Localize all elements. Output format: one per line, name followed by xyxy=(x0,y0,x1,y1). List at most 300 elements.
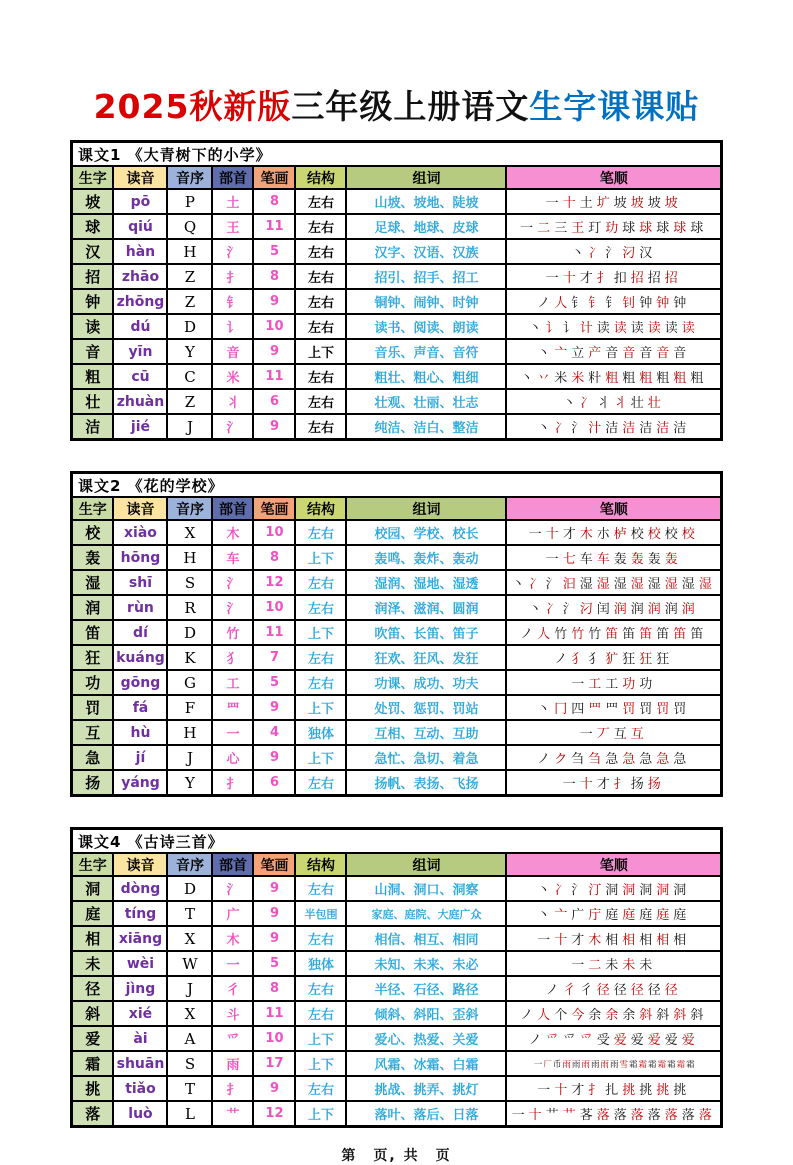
words-cell: 铜钟、闹钟、时钟 xyxy=(346,289,506,314)
structure-cell: 独体 xyxy=(295,720,346,745)
stroke-order-cell xyxy=(506,214,721,239)
stroke-glyph: 粗 xyxy=(690,371,704,387)
structure-cell: 左右 xyxy=(295,389,346,414)
stroke-glyph: 未 xyxy=(639,958,653,974)
stroke-glyph: 汈 xyxy=(579,602,593,618)
char-cell: 罚 xyxy=(71,695,113,720)
strokes-cell: 8 xyxy=(253,264,295,289)
column-header-char: 生字 xyxy=(71,166,113,189)
stroke-glyph: 冫 xyxy=(588,246,602,262)
pinyin-cell: dú xyxy=(113,314,167,339)
pinyin-cell: luò xyxy=(113,1101,167,1127)
char-cell: 壮 xyxy=(71,389,113,414)
stroke-glyph: 未 xyxy=(622,958,636,974)
stroke-glyph: 币 xyxy=(552,1059,562,1070)
stroke-glyph: 斜 xyxy=(656,1008,670,1024)
strokes-cell: 9 xyxy=(253,876,295,901)
stroke-order-cell xyxy=(506,620,721,645)
stroke-glyph: 冫 xyxy=(579,396,593,412)
stroke-glyph: 润 xyxy=(630,602,644,618)
stroke-glyph: 急 xyxy=(673,752,687,768)
stroke-glyph: 玎 xyxy=(588,221,602,237)
stroke-glyph: 爫 xyxy=(579,1033,593,1049)
words-cell: 润泽、滋润、圆润 xyxy=(346,595,506,620)
stroke-glyph: 罒 xyxy=(605,702,619,718)
initial-cell: J xyxy=(167,414,212,440)
structure-cell: 左右 xyxy=(295,976,346,1001)
structure-cell: 左右 xyxy=(295,189,346,214)
table-row xyxy=(71,770,721,796)
pinyin-cell: tíng xyxy=(113,901,167,926)
stroke-glyph: 才 xyxy=(571,1083,585,1099)
page-title xyxy=(0,0,793,127)
structure-cell: 左右 xyxy=(295,926,346,951)
stroke-glyph: 径 xyxy=(630,983,644,999)
stroke-glyph: 栌 xyxy=(613,527,627,543)
stroke-glyph: 坡 xyxy=(613,196,627,212)
table-row xyxy=(71,314,721,339)
structure-cell: 左右 xyxy=(295,364,346,389)
radical-cell: 音 xyxy=(212,339,253,364)
pinyin-cell: yáng xyxy=(113,770,167,796)
stroke-glyph: 霜 xyxy=(676,1059,686,1070)
stroke-glyph: 玏 xyxy=(605,221,619,237)
initial-cell: R xyxy=(167,595,212,620)
stroke-glyph: 十 xyxy=(545,527,559,543)
stroke-glyph: 洞 xyxy=(639,883,653,899)
stroke-order-cell xyxy=(506,570,721,595)
radical-cell: 广 xyxy=(212,901,253,926)
strokes-cell: 9 xyxy=(253,695,295,720)
table-row xyxy=(71,901,721,926)
words-cell: 汉字、汉语、汉族 xyxy=(346,239,506,264)
stroke-glyph: 一 xyxy=(528,527,542,543)
radical-cell: 氵 xyxy=(212,876,253,901)
pinyin-cell: zhuàn xyxy=(113,389,167,414)
structure-cell: 左右 xyxy=(295,770,346,796)
char-cell: 互 xyxy=(71,720,113,745)
stroke-glyph: 落 xyxy=(596,1108,610,1124)
stroke-glyph: 丶 xyxy=(537,702,551,718)
stroke-glyph: 狂 xyxy=(622,652,636,668)
char-cell: 洞 xyxy=(71,876,113,901)
stroke-glyph: 才 xyxy=(579,271,593,287)
stroke-glyph: 落 xyxy=(681,1108,695,1124)
pinyin-cell: xié xyxy=(113,1001,167,1026)
stroke-glyph: 车 xyxy=(596,552,610,568)
initial-cell: X xyxy=(167,1001,212,1026)
stroke-glyph: 扎 xyxy=(605,1083,619,1099)
strokes-cell: 7 xyxy=(253,645,295,670)
stroke-glyph: 轰 xyxy=(664,552,678,568)
stroke-glyph: 湿 xyxy=(596,577,610,593)
words-cell: 轰鸣、轰炸、轰动 xyxy=(346,545,506,570)
stroke-glyph: 粗 xyxy=(656,371,670,387)
words-cell: 未知、未来、未必 xyxy=(346,951,506,976)
stroke-glyph: 相 xyxy=(639,933,653,949)
words-cell: 音乐、声音、音符 xyxy=(346,339,506,364)
stroke-glyph: 受 xyxy=(596,1033,610,1049)
char-cell: 相 xyxy=(71,926,113,951)
structure-cell: 左右 xyxy=(295,289,346,314)
stroke-glyph: 竹 xyxy=(554,627,568,643)
char-cell: 庭 xyxy=(71,901,113,926)
stroke-glyph: 急 xyxy=(656,752,670,768)
char-cell: 挑 xyxy=(71,1076,113,1101)
radical-cell: 犭 xyxy=(212,645,253,670)
table-row xyxy=(71,620,721,645)
strokes-cell: 11 xyxy=(253,1001,295,1026)
stroke-glyph: 笛 xyxy=(639,627,653,643)
stroke-glyph: 氵 xyxy=(571,421,585,437)
structure-cell: 左右 xyxy=(295,264,346,289)
table-row xyxy=(71,745,721,770)
stroke-order-cell xyxy=(506,876,721,901)
table-row xyxy=(71,142,721,167)
radical-cell: 心 xyxy=(212,745,253,770)
stroke-glyph: ノ xyxy=(537,752,551,768)
stroke-glyph: 氵 xyxy=(545,577,559,593)
initial-cell: J xyxy=(167,745,212,770)
stroke-glyph: 斜 xyxy=(673,1008,687,1024)
stroke-glyph: 冫 xyxy=(554,883,568,899)
stroke-glyph: 雨 xyxy=(571,1059,581,1070)
pinyin-cell: jí xyxy=(113,745,167,770)
pinyin-cell: qiú xyxy=(113,214,167,239)
stroke-glyph: 扬 xyxy=(630,777,644,793)
radical-cell: 一 xyxy=(212,951,253,976)
column-header-words: 组词 xyxy=(346,497,506,520)
table-row xyxy=(71,339,721,364)
lesson-4-table xyxy=(70,827,723,1128)
stroke-glyph: 洁 xyxy=(673,421,687,437)
stroke-glyph: 洁 xyxy=(656,421,670,437)
strokes-cell: 10 xyxy=(253,1026,295,1051)
stroke-glyph: 笛 xyxy=(673,627,687,643)
stroke-glyph: 洁 xyxy=(639,421,653,437)
stroke-glyph: 丶 xyxy=(528,321,542,337)
char-cell: 汉 xyxy=(71,239,113,264)
lesson-title: 课文2 《花的学校》 xyxy=(71,473,721,498)
stroke-glyph: 罚 xyxy=(673,702,687,718)
stroke-glyph: 湿 xyxy=(664,577,678,593)
initial-cell: Q xyxy=(167,214,212,239)
stroke-glyph: 圹 xyxy=(596,196,610,212)
stroke-glyph: 壮 xyxy=(630,396,644,412)
stroke-glyph: 工 xyxy=(605,677,619,693)
table-row xyxy=(71,414,721,440)
stroke-glyph: 雨 xyxy=(562,1059,571,1070)
pinyin-cell: ài xyxy=(113,1026,167,1051)
stroke-glyph: 才 xyxy=(571,933,585,949)
stroke-order-cell xyxy=(506,364,721,389)
stroke-order-cell xyxy=(506,595,721,620)
stroke-glyph: 钅 xyxy=(605,296,619,312)
stroke-glyph: 挑 xyxy=(673,1083,687,1099)
char-cell: 斜 xyxy=(71,1001,113,1026)
page-title-grade: 三年级上册语文 xyxy=(291,87,530,126)
initial-cell: T xyxy=(167,901,212,926)
stroke-glyph: 王 xyxy=(571,221,585,237)
pinyin-cell: shuān xyxy=(113,1051,167,1076)
radical-cell: 一 xyxy=(212,720,253,745)
stroke-glyph: 三 xyxy=(554,221,568,237)
strokes-cell: 8 xyxy=(253,976,295,1001)
stroke-glyph: 挑 xyxy=(656,1083,670,1099)
stroke-glyph: 罚 xyxy=(639,702,653,718)
structure-cell: 半包围 xyxy=(295,901,346,926)
stroke-glyph: 笛 xyxy=(690,627,704,643)
stroke-glyph: 十 xyxy=(528,1108,542,1124)
stroke-glyph: 庭 xyxy=(656,908,670,924)
stroke-order-cell xyxy=(506,189,721,214)
pinyin-cell: xiào xyxy=(113,520,167,545)
table-header-row xyxy=(71,166,721,189)
stroke-order-cell xyxy=(506,976,721,1001)
pinyin-cell: gōng xyxy=(113,670,167,695)
radical-cell: 钅 xyxy=(212,289,253,314)
table-row xyxy=(71,389,721,414)
stroke-glyph: 艹 xyxy=(562,1108,576,1124)
stroke-glyph: 丬 xyxy=(596,396,610,412)
pinyin-cell: wèi xyxy=(113,951,167,976)
stroke-glyph: 功 xyxy=(622,677,636,693)
stroke-glyph: 余 xyxy=(622,1008,636,1024)
column-header-strokes: 笔画 xyxy=(253,166,295,189)
words-cell: 落叶、落后、日落 xyxy=(346,1101,506,1127)
stroke-glyph: 爱 xyxy=(664,1033,678,1049)
stroke-glyph: 功 xyxy=(639,677,653,693)
words-cell: 挑战、挑弄、挑灯 xyxy=(346,1076,506,1101)
stroke-order-cell xyxy=(506,1051,721,1076)
stroke-glyph: 笛 xyxy=(656,627,670,643)
page-number-footer: 第 页, 共 页 xyxy=(341,1148,452,1165)
initial-cell: G xyxy=(167,670,212,695)
structure-cell: 上下 xyxy=(295,339,346,364)
stroke-glyph: 竹 xyxy=(571,627,585,643)
stroke-glyph: 刍 xyxy=(571,752,585,768)
radical-cell: 扌 xyxy=(212,1076,253,1101)
stroke-glyph: 一 xyxy=(511,1108,525,1124)
stroke-glyph: 音 xyxy=(605,346,619,362)
stroke-glyph: 爱 xyxy=(681,1033,695,1049)
stroke-order-cell xyxy=(506,951,721,976)
radical-cell: 罒 xyxy=(212,695,253,720)
structure-cell: 左右 xyxy=(295,414,346,440)
stroke-order-cell xyxy=(506,745,721,770)
column-header-stroke-order: 笔顺 xyxy=(506,166,721,189)
table-row xyxy=(71,214,721,239)
stroke-glyph: 相 xyxy=(622,933,636,949)
stroke-glyph: 氵 xyxy=(562,602,576,618)
stroke-glyph: 音 xyxy=(639,346,653,362)
char-cell: 读 xyxy=(71,314,113,339)
structure-cell: 左右 xyxy=(295,670,346,695)
stroke-glyph: 粗 xyxy=(622,371,636,387)
words-cell: 湿润、湿地、湿透 xyxy=(346,570,506,595)
stroke-glyph: 人 xyxy=(554,296,568,312)
table-row xyxy=(71,595,721,620)
initial-cell: X xyxy=(167,520,212,545)
words-cell: 狂欢、狂风、发狂 xyxy=(346,645,506,670)
stroke-glyph: 庭 xyxy=(605,908,619,924)
table-row xyxy=(71,670,721,695)
initial-cell: T xyxy=(167,1076,212,1101)
pinyin-cell: fá xyxy=(113,695,167,720)
column-header-pinyin: 读音 xyxy=(113,497,167,520)
char-cell: 未 xyxy=(71,951,113,976)
table-row xyxy=(71,720,721,745)
stroke-glyph: 丶 xyxy=(537,908,551,924)
words-cell: 山洞、洞口、洞察 xyxy=(346,876,506,901)
words-cell: 爱心、热爱、关爱 xyxy=(346,1026,506,1051)
stroke-glyph: 七 xyxy=(562,552,576,568)
strokes-cell: 8 xyxy=(253,189,295,214)
stroke-glyph: 径 xyxy=(596,983,610,999)
stroke-glyph: 霜 xyxy=(667,1059,676,1070)
stroke-order-cell xyxy=(506,1101,721,1127)
stroke-glyph: 径 xyxy=(613,983,627,999)
stroke-glyph: 湿 xyxy=(647,577,661,593)
column-header-structure: 结构 xyxy=(295,166,346,189)
initial-cell: Y xyxy=(167,770,212,796)
stroke-glyph: 招 xyxy=(630,271,644,287)
stroke-glyph: 丆 xyxy=(596,727,610,743)
stroke-order-cell xyxy=(506,720,721,745)
strokes-cell: 11 xyxy=(253,364,295,389)
structure-cell: 上下 xyxy=(295,745,346,770)
stroke-glyph: 钅 xyxy=(588,296,602,312)
stroke-glyph: 读 xyxy=(664,321,678,337)
stroke-glyph: 爱 xyxy=(647,1033,661,1049)
stroke-glyph: 米 xyxy=(571,371,585,387)
stroke-order-cell xyxy=(506,414,721,440)
table-row xyxy=(71,645,721,670)
stroke-order-cell xyxy=(506,645,721,670)
strokes-cell: 9 xyxy=(253,926,295,951)
stroke-glyph: 轰 xyxy=(647,552,661,568)
stroke-glyph: 音 xyxy=(656,346,670,362)
stroke-glyph: 闰 xyxy=(596,602,610,618)
strokes-cell: 10 xyxy=(253,314,295,339)
lesson-title: 课文4 《古诗三首》 xyxy=(71,829,721,854)
stroke-glyph: 庭 xyxy=(622,908,636,924)
page-title-edition: 2025秋新版 xyxy=(93,87,292,126)
radical-cell: 氵 xyxy=(212,570,253,595)
radical-cell: 氵 xyxy=(212,414,253,440)
stroke-glyph: 雨 xyxy=(581,1059,590,1070)
structure-cell: 左右 xyxy=(295,1076,346,1101)
stroke-glyph: 冫 xyxy=(545,602,559,618)
stroke-glyph: 丶 xyxy=(562,396,576,412)
stroke-glyph: 二 xyxy=(588,958,602,974)
words-cell: 处罚、惩罚、罚站 xyxy=(346,695,506,720)
table-header-row xyxy=(71,853,721,876)
pinyin-cell: xiāng xyxy=(113,926,167,951)
stroke-order-cell xyxy=(506,1001,721,1026)
table-row xyxy=(71,1001,721,1026)
lesson-2-table xyxy=(70,471,723,797)
radical-cell: 米 xyxy=(212,364,253,389)
stroke-glyph: ク xyxy=(554,752,568,768)
page-title-subject: 生字课课贴 xyxy=(529,87,700,126)
stroke-glyph: 挑 xyxy=(622,1083,636,1099)
stroke-glyph: 扬 xyxy=(647,777,661,793)
table-row xyxy=(71,570,721,595)
stroke-glyph: 径 xyxy=(647,983,661,999)
stroke-glyph: 米 xyxy=(554,371,568,387)
stroke-glyph: 互 xyxy=(613,727,627,743)
words-cell: 急忙、急切、着急 xyxy=(346,745,506,770)
stroke-glyph: 罚 xyxy=(656,702,670,718)
radical-cell: 彳 xyxy=(212,976,253,1001)
char-cell: 校 xyxy=(71,520,113,545)
initial-cell: J xyxy=(167,976,212,1001)
stroke-glyph: ノ xyxy=(554,652,568,668)
structure-cell: 上下 xyxy=(295,1101,346,1127)
strokes-cell: 12 xyxy=(253,570,295,595)
stroke-glyph: 润 xyxy=(647,602,661,618)
stroke-glyph: 十 xyxy=(562,271,576,287)
stroke-order-cell xyxy=(506,1026,721,1051)
char-cell: 功 xyxy=(71,670,113,695)
pinyin-cell: jìng xyxy=(113,976,167,1001)
stroke-glyph: 氵 xyxy=(605,246,619,262)
initial-cell: D xyxy=(167,314,212,339)
column-header-pinyin: 读音 xyxy=(113,853,167,876)
stroke-glyph: 丶 xyxy=(571,246,585,262)
stroke-glyph: 球 xyxy=(690,221,704,237)
table-row xyxy=(71,1051,721,1076)
strokes-cell: 17 xyxy=(253,1051,295,1076)
stroke-glyph: 丶 xyxy=(537,421,551,437)
stroke-glyph: 扌 xyxy=(588,1083,602,1099)
initial-cell: S xyxy=(167,1051,212,1076)
strokes-cell: 5 xyxy=(253,670,295,695)
stroke-glyph: 湿 xyxy=(579,577,593,593)
stroke-glyph: 丶 xyxy=(511,577,525,593)
radical-cell: 爫 xyxy=(212,1026,253,1051)
stroke-glyph: 读 xyxy=(647,321,661,337)
column-header-structure: 结构 xyxy=(295,497,346,520)
table-row xyxy=(71,951,721,976)
stroke-glyph: 一 xyxy=(545,552,559,568)
table-row xyxy=(71,189,721,214)
stroke-order-cell xyxy=(506,264,721,289)
stroke-glyph: 一 xyxy=(571,677,585,693)
stroke-glyph: 校 xyxy=(647,527,661,543)
stroke-glyph: 粗 xyxy=(605,371,619,387)
pinyin-cell: dí xyxy=(113,620,167,645)
stroke-glyph: 读 xyxy=(630,321,644,337)
pinyin-cell: jié xyxy=(113,414,167,440)
structure-cell: 独体 xyxy=(295,951,346,976)
char-cell: 笛 xyxy=(71,620,113,645)
stroke-glyph: 钊 xyxy=(622,296,636,312)
stroke-glyph: 落 xyxy=(647,1108,661,1124)
table-row xyxy=(71,264,721,289)
char-cell: 招 xyxy=(71,264,113,289)
pinyin-cell: zhāo xyxy=(113,264,167,289)
column-header-initial: 音序 xyxy=(167,497,212,520)
words-cell: 互相、互动、互助 xyxy=(346,720,506,745)
stroke-glyph: 招 xyxy=(647,271,661,287)
initial-cell: D xyxy=(167,620,212,645)
stroke-glyph: 人 xyxy=(537,627,551,643)
char-cell: 音 xyxy=(71,339,113,364)
stroke-glyph: 笛 xyxy=(605,627,619,643)
column-header-char: 生字 xyxy=(71,497,113,520)
